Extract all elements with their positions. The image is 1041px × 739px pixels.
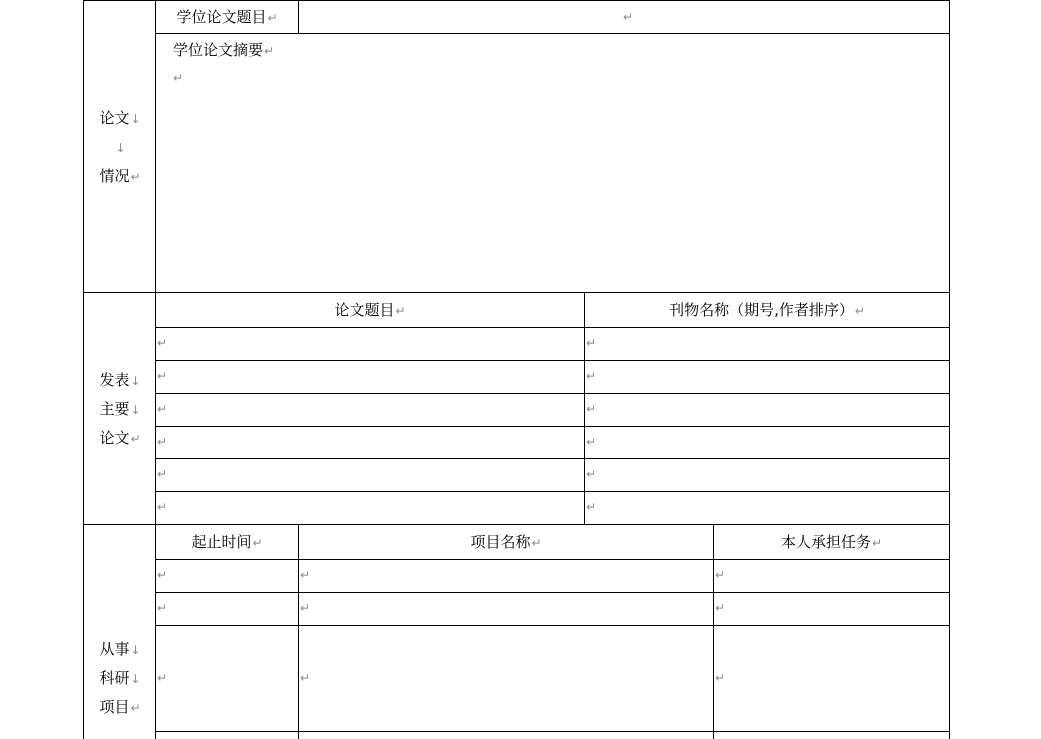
projects-header-bottom [155, 559, 950, 560]
papers-section-line-3: 论文↵ [99, 429, 141, 447]
paper-4-journal-field[interactable]: ↵ [586, 435, 597, 449]
papers-section-bottom [83, 524, 950, 525]
paper-1-journal-field[interactable]: ↵ [586, 336, 597, 350]
project-2-task-field[interactable]: ↵ [715, 601, 726, 615]
papers-section-line-1: 发表↓ [99, 371, 141, 389]
papers-row-5-bottom [155, 491, 950, 492]
papers-section-label [84, 366, 156, 453]
papers-header-journal: 刊物名称（期号,作者排序）↵ [669, 301, 865, 319]
projects-section-line-2: 科研↓ [99, 669, 141, 687]
papers-header-title: 论文题目↵ [334, 301, 406, 319]
projects-header-time: 起止时间↵ [191, 533, 263, 551]
projects-row-3-bottom [155, 731, 950, 732]
paper-5-journal-field[interactable]: ↵ [586, 467, 597, 481]
paper-6-title-field[interactable]: ↵ [157, 500, 168, 514]
thesis-title-label: 学位论文题目↵ [176, 8, 278, 26]
table-border-right [949, 0, 950, 739]
papers-row-1-bottom [155, 360, 950, 361]
papers-row-2-bottom [155, 393, 950, 394]
paper-4-title-field[interactable]: ↵ [157, 435, 168, 449]
paper-3-title-field[interactable]: ↵ [157, 402, 168, 416]
thesis-section-bottom [83, 292, 950, 293]
thesis-section-line-3: 情况↵ [99, 167, 141, 185]
table-border-top [83, 0, 950, 1]
papers-header-bottom [155, 327, 950, 328]
paper-6-journal-field[interactable]: ↵ [586, 500, 597, 514]
project-1-name-field[interactable]: ↵ [300, 568, 311, 582]
project-2-time-field[interactable]: ↵ [157, 601, 168, 615]
project-1-time-field[interactable]: ↵ [157, 568, 168, 582]
thesis-title-field[interactable]: ↵ [623, 10, 634, 24]
papers-row-3-bottom [155, 426, 950, 427]
papers-section-line-2: 主要↓ [99, 400, 141, 418]
project-3-time-field[interactable]: ↵ [157, 671, 168, 685]
project-1-task-field[interactable]: ↵ [715, 568, 726, 582]
projects-header-task: 本人承担任务↵ [780, 533, 883, 551]
thesis-abstract-label: 学位论文摘要↵ [173, 41, 275, 59]
thesis-section-label [84, 104, 156, 191]
projects-column-divider-1 [298, 524, 299, 739]
papers-row-4-bottom [155, 458, 950, 459]
projects-header-name: 项目名称↵ [470, 533, 542, 551]
projects-column-divider-2 [713, 524, 714, 739]
projects-row-1-bottom [155, 592, 950, 593]
thesis-title-row-bottom [155, 33, 950, 34]
project-2-name-field[interactable]: ↵ [300, 601, 311, 615]
project-3-name-field[interactable]: ↵ [300, 671, 311, 685]
projects-section-label [84, 635, 156, 722]
projects-section-line-1: 从事↓ [99, 640, 141, 658]
thesis-section-line-1: 论文↓ [99, 109, 141, 127]
thesis-title-divider [298, 0, 299, 34]
paper-2-title-field[interactable]: ↵ [157, 369, 168, 383]
paper-2-journal-field[interactable]: ↵ [586, 369, 597, 383]
projects-section-line-3: 项目↵ [99, 698, 141, 716]
thesis-abstract-field[interactable]: ↵ [173, 71, 184, 85]
paper-1-title-field[interactable]: ↵ [157, 336, 168, 350]
thesis-section-line-2: ↓ [115, 141, 126, 155]
paper-5-title-field[interactable]: ↵ [157, 467, 168, 481]
projects-row-2-bottom [155, 625, 950, 626]
paper-3-journal-field[interactable]: ↵ [586, 402, 597, 416]
project-3-task-field[interactable]: ↵ [715, 671, 726, 685]
